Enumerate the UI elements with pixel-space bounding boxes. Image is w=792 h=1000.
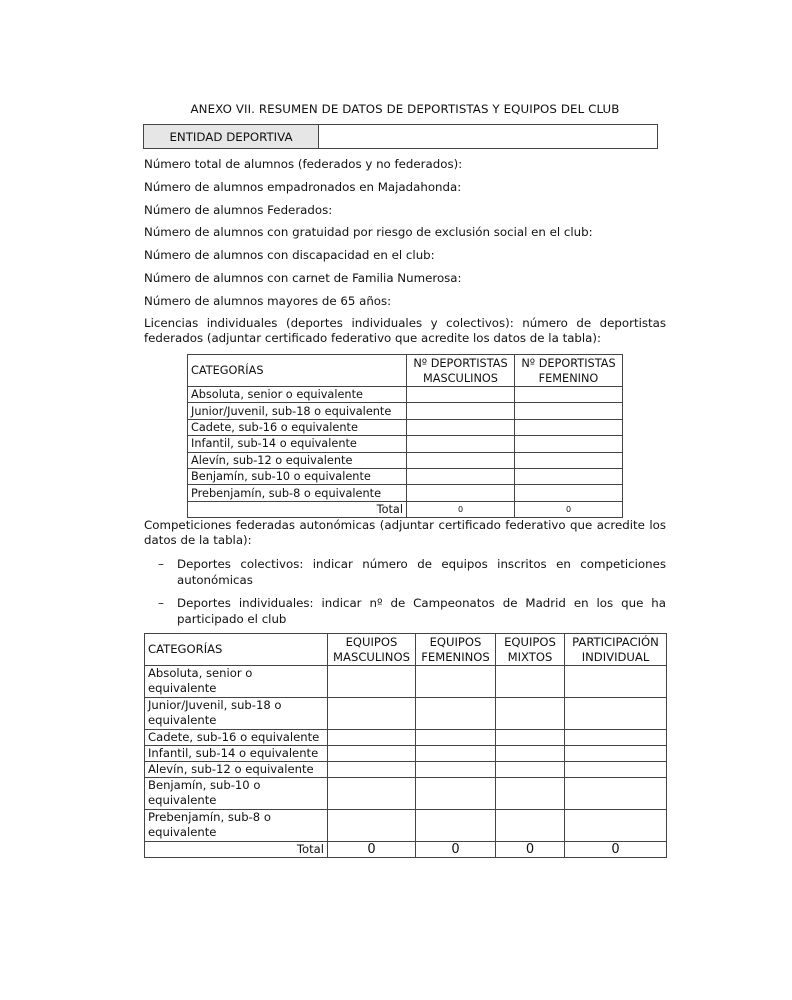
input-cell[interactable] [416,762,496,778]
category-cell: Absoluta, senior o equivalente [188,387,407,403]
table-row [145,762,667,778]
table-row [188,419,623,435]
input-cell[interactable] [416,746,496,762]
licencias-table [187,354,623,518]
total-row [145,842,667,858]
input-cell[interactable] [407,468,515,484]
table-header: CATEGORÍAS [188,355,407,387]
input-cell[interactable] [328,762,416,778]
entity-label: ENTIDAD DEPORTIVA [144,125,319,148]
input-cell[interactable] [515,485,623,501]
input-cell[interactable] [565,698,667,730]
competiciones-table [144,633,667,858]
field-discapacidad: Número de alumnos con discapacidad en el club: [144,248,435,262]
table-row [188,485,623,501]
category-cell: Alevín, sub-12 o equivalente [145,762,328,778]
total-masculinos: 0 [407,501,515,517]
total-equipos-femeninos: 0 [416,842,496,858]
input-cell[interactable] [515,468,623,484]
total-label: Total [145,842,328,858]
input-cell[interactable] [565,778,667,810]
document-title: ANEXO VII. RESUMEN DE DATOS DE DEPORTISTAS Y EQUIPOS DEL CLUB [190,102,620,116]
category-cell: Benjamín, sub-10 o equivalente [188,468,407,484]
input-cell[interactable] [515,387,623,403]
table-row [145,746,667,762]
table-row [145,730,667,746]
input-cell[interactable] [565,746,667,762]
category-cell: Prebenjamín, sub-8 o equivalente [188,485,407,501]
table-row [145,698,667,730]
bullet-dash: – [158,557,164,571]
input-cell[interactable] [407,436,515,452]
input-cell[interactable] [416,730,496,746]
input-cell[interactable] [496,810,565,842]
input-cell[interactable] [328,698,416,730]
input-cell[interactable] [416,810,496,842]
entity-row [143,124,658,149]
input-cell[interactable] [515,452,623,468]
table-row [188,468,623,484]
input-cell[interactable] [407,419,515,435]
input-cell[interactable] [407,387,515,403]
category-cell: Infantil, sub-14 o equivalente [188,436,407,452]
category-cell: Cadete, sub-16 o equivalente [145,730,328,746]
total-row [188,501,623,517]
licencias-intro: Licencias individuales (deportes individuales y colectivos): número de deportistas federados (adjuntar certificado federativo que acredite los datos de la tabla): [144,316,666,345]
table-header: Nº DEPORTISTAS MASCULINOS [407,355,515,387]
input-cell[interactable] [496,730,565,746]
input-cell[interactable] [328,666,416,698]
total-equipos-masculinos: 0 [328,842,416,858]
bullet-dash: – [158,596,164,610]
category-cell: Benjamín, sub-10 o equivalente [145,778,328,810]
table-row [188,403,623,419]
total-label: Total [188,501,407,517]
input-cell[interactable] [407,403,515,419]
total-equipos-mixtos: 0 [496,842,565,858]
input-cell[interactable] [407,452,515,468]
input-cell[interactable] [328,746,416,762]
table-row [145,810,667,842]
table-header: EQUIPOS MIXTOS [496,634,565,666]
table-row [188,387,623,403]
table-row [188,436,623,452]
bullet-individuales [158,595,666,627]
input-cell[interactable] [496,778,565,810]
input-cell[interactable] [496,762,565,778]
input-cell[interactable] [328,730,416,746]
input-cell[interactable] [565,730,667,746]
table-header: EQUIPOS FEMENINOS [416,634,496,666]
table-header: PARTICIPACIÓN INDIVIDUAL [565,634,667,666]
table-row [145,666,667,698]
input-cell[interactable] [416,666,496,698]
field-empadronados: Número de alumnos empadronados en Majadahonda: [144,180,462,194]
field-gratuidad: Número de alumnos con gratuidad por riesgo de exclusión social en el club: [144,225,593,239]
bullet-colectivos [158,556,666,588]
category-cell: Cadete, sub-16 o equivalente [188,419,407,435]
competiciones-intro: Competiciones federadas autonómicas (adjuntar certificado federativo que acredite los datos de la tabla): [144,518,666,547]
input-cell[interactable] [515,419,623,435]
input-cell[interactable] [496,746,565,762]
input-cell[interactable] [328,810,416,842]
field-mayores-65: Número de alumnos mayores de 65 años: [144,294,392,308]
category-cell: Absoluta, senior o equivalente [145,666,328,698]
table-header: CATEGORÍAS [145,634,328,666]
table-header: EQUIPOS MASCULINOS [328,634,416,666]
total-participacion-individual: 0 [565,842,667,858]
input-cell[interactable] [565,666,667,698]
input-cell[interactable] [416,778,496,810]
field-total-alumnos: Número total de alumnos (federados y no federados): [144,157,463,171]
input-cell[interactable] [416,698,496,730]
input-cell[interactable] [407,485,515,501]
field-federados: Número de alumnos Federados: [144,203,333,217]
table-row [188,452,623,468]
input-cell[interactable] [496,666,565,698]
category-cell: Alevín, sub-12 o equivalente [188,452,407,468]
table-header: Nº DEPORTISTAS FEMENINO [515,355,623,387]
input-cell[interactable] [565,762,667,778]
input-cell[interactable] [515,436,623,452]
total-femenino: 0 [515,501,623,517]
input-cell[interactable] [515,403,623,419]
entity-input[interactable] [319,125,657,148]
input-cell[interactable] [565,810,667,842]
category-cell: Prebenjamín, sub-8 o equivalente [145,810,328,842]
field-familia-numerosa: Número de alumnos con carnet de Familia Numerosa: [144,271,462,285]
input-cell[interactable] [496,698,565,730]
table-row [145,778,667,810]
category-cell: Junior/Juvenil, sub-18 o equivalente [145,698,328,730]
category-cell: Junior/Juvenil, sub-18 o equivalente [188,403,407,419]
bullet-text: Deportes colectivos: indicar número de equipos inscritos en competiciones autonómicas [177,557,666,587]
category-cell: Infantil, sub-14 o equivalente [145,746,328,762]
input-cell[interactable] [328,778,416,810]
bullet-text: Deportes individuales: indicar nº de Campeonatos de Madrid en los que ha participado el club [177,596,666,626]
